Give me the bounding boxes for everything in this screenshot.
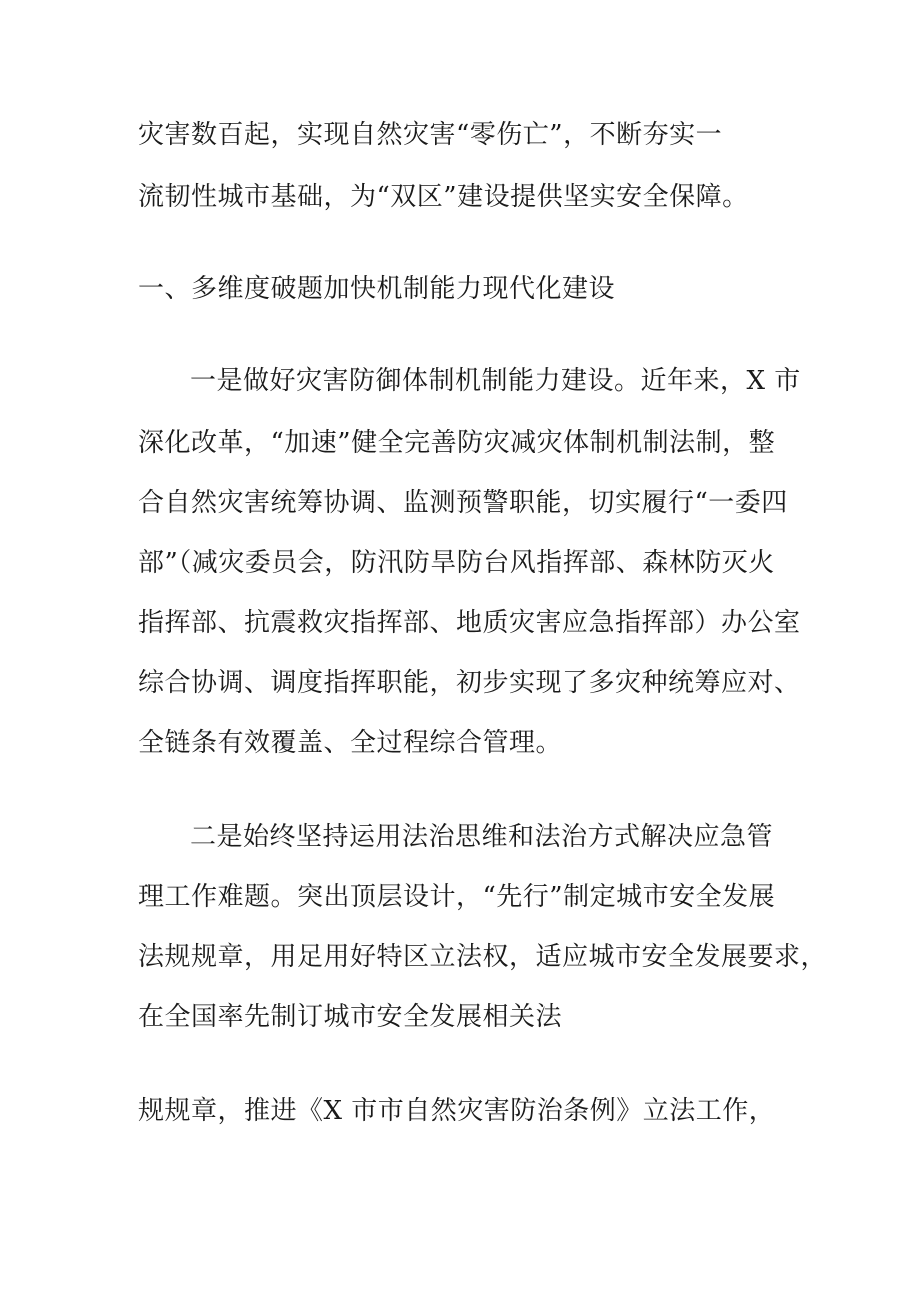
paragraph-2-line-4: 在全国率先制订城市安全发展相关法	[138, 1002, 563, 1032]
paragraph-1-line-1: 一是做好灾害防御体制机制能力建设。近年来，X 市	[190, 366, 801, 396]
section-heading: 一、多维度破题加快机制能力现代化建设	[138, 274, 616, 304]
intro-line-1: 灾害数百起，实现自然灾害“零伤亡”，不断夯实一	[138, 120, 723, 150]
paragraph-1-line-3: 合自然灾害统筹协调、监测预警职能，切实履行“一委四	[138, 488, 788, 518]
paragraph-1-line-5: 指挥部、抗震救灾指挥部、地质灾害应急指挥部）办公室	[138, 608, 801, 638]
paragraph-3-line-1: 规规章，推进《X 市市自然灾害防治条例》立法工作，	[138, 1096, 776, 1126]
paragraph-2-line-1: 二是始终坚持运用法治思维和法治方式解决应急管	[190, 822, 774, 852]
paragraph-1-line-4: 部”（减灾委员会，防汛防旱防台风指挥部、森林防灭火	[138, 548, 775, 578]
intro-line-2: 流韧性城市基础，为“双区”建设提供坚实安全保障。	[138, 182, 749, 212]
paragraph-2-line-3: 法规规章，用足用好特区立法权，适应城市安全发展要求，	[138, 942, 828, 972]
paragraph-2-line-2: 理工作难题。突出顶层设计，“先行”制定城市安全发展	[138, 882, 776, 912]
paragraph-1-line-6: 综合协调、调度指挥职能，初步实现了多灾种统筹应对、	[138, 668, 801, 698]
paragraph-1-line-2: 深化改革，“加速”健全完善防灾减灾体制机制法制，整	[138, 428, 776, 458]
paragraph-1-line-7: 全链条有效覆盖、全过程综合管理。	[138, 728, 563, 758]
